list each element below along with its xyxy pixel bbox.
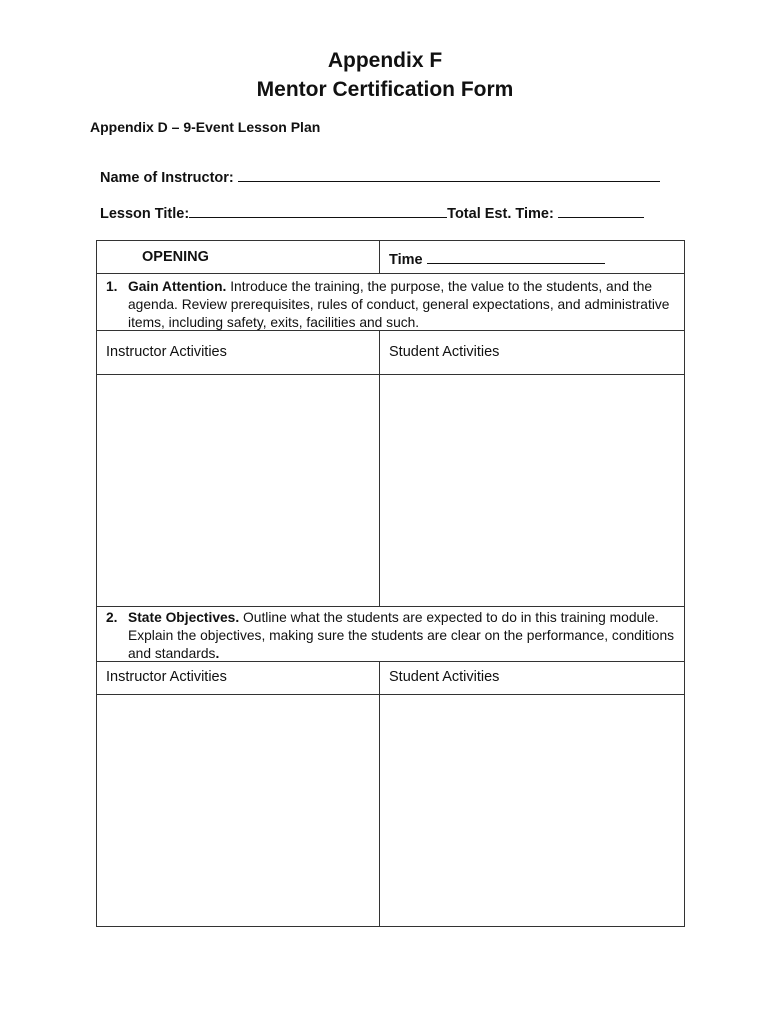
opening-label: OPENING [142, 249, 209, 265]
event-2-trailing: . [215, 646, 220, 661]
student-activities-area-1[interactable] [380, 375, 684, 606]
lesson-title-row [100, 203, 644, 223]
instructor-activities-header-1 [97, 331, 380, 374]
total-time-label: Total Est. Time: [447, 206, 554, 222]
total-time-field[interactable] [558, 203, 644, 218]
instructor-name-label: Name of Instructor: [100, 170, 234, 186]
page-title [0, 46, 770, 104]
instructor-activities-header-2 [97, 662, 380, 694]
event-2-row [97, 607, 684, 662]
form-title: Mentor Certification Form [256, 78, 514, 101]
instructor-activities-area-2[interactable] [97, 695, 380, 926]
instructor-activities-label: Instructor Activities [106, 669, 227, 685]
student-activities-label: Student Activities [389, 344, 500, 360]
instructor-activities-area-1[interactable] [97, 375, 380, 606]
opening-cell [97, 241, 380, 273]
student-activities-header-1 [380, 331, 684, 374]
lesson-plan-table [96, 240, 685, 927]
event-1-description: Introduce the training, the purpose, the value to the students, and the agenda. Review prerequisites, rules of conduct, general expectations, and administrative items, including safety, exits, facilities and such. [128, 279, 670, 330]
event-2-activity-labels [97, 662, 684, 695]
appendix-title: Appendix F [327, 49, 443, 72]
event-1-activity-body [97, 375, 684, 607]
event-2-activity-body [97, 695, 684, 926]
event-1-row [97, 274, 684, 331]
time-cell [380, 241, 684, 273]
event-1-activity-labels [97, 331, 684, 375]
student-activities-label: Student Activities [389, 669, 500, 685]
event-1 [106, 278, 676, 332]
opening-header-row [97, 241, 684, 274]
event-2 [106, 609, 676, 663]
instructor-name-field[interactable] [238, 167, 660, 182]
lesson-title-field[interactable] [189, 203, 447, 218]
event-1-number: 1. [106, 279, 118, 294]
student-activities-header-2 [380, 662, 684, 694]
time-row [389, 249, 605, 268]
event-1-title: Gain Attention. [128, 279, 227, 294]
event-2-number: 2. [106, 610, 118, 625]
time-field[interactable] [427, 249, 605, 264]
event-2-description: Outline what the students are expected to do in this training module. Explain the objectives, making sure the students are clear on the performance, conditions and standards [128, 610, 675, 661]
instructor-name-row [100, 167, 660, 187]
event-2-title: State Objectives. [128, 610, 240, 625]
lesson-plan-subtitle: Appendix D – 9-Event Lesson Plan [90, 119, 321, 135]
instructor-activities-label: Instructor Activities [106, 344, 227, 360]
time-label: Time [389, 252, 423, 268]
student-activities-area-2[interactable] [380, 695, 684, 926]
lesson-title-label: Lesson Title: [100, 206, 190, 222]
